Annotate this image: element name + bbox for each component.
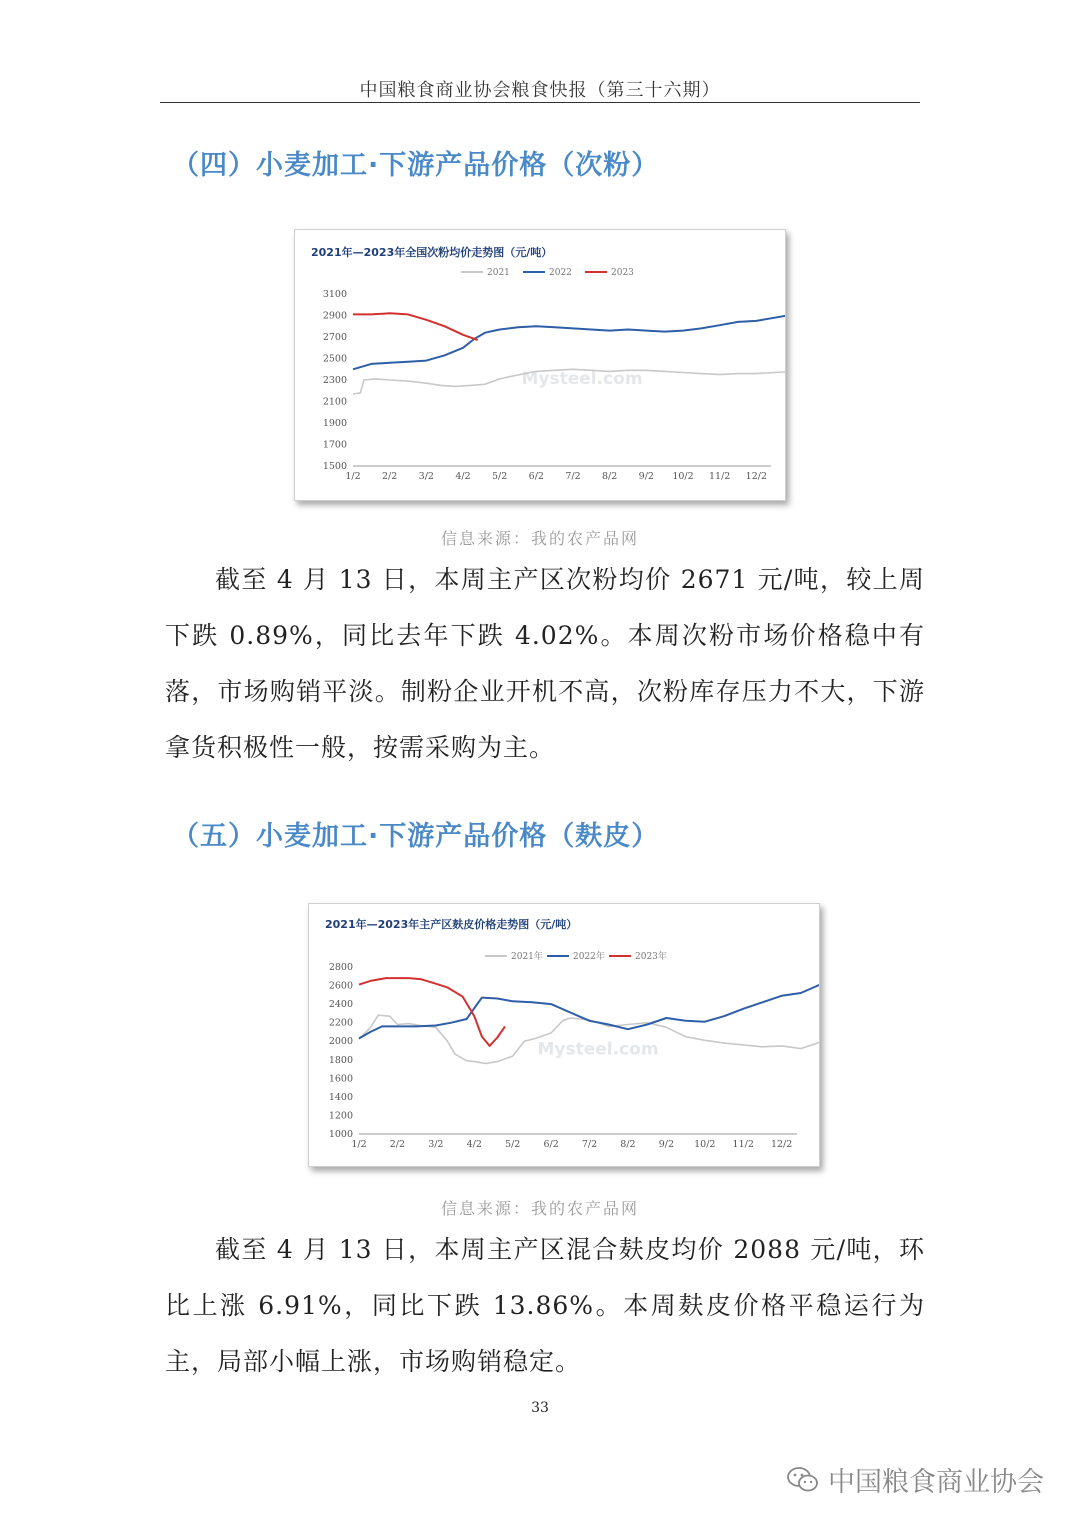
watermark [786, 1460, 1044, 1499]
x-tick-label: 12/2 [745, 471, 768, 482]
x-tick-label: 3/2 [428, 1139, 444, 1150]
chart-watermark: Mysteel.com [537, 1039, 659, 1060]
y-tick-label: 2300 [322, 375, 347, 386]
x-tick-label: 9/2 [638, 471, 654, 482]
wechat-icon [786, 1465, 820, 1495]
x-tick-label: 4/2 [466, 1139, 482, 1150]
y-tick-label: 2700 [322, 332, 347, 343]
y-tick-label: 1900 [322, 418, 347, 429]
series-line [353, 314, 785, 369]
x-tick-label: 8/2 [602, 471, 618, 482]
y-tick-label: 2600 [328, 980, 353, 992]
chart-source-note: 信息来源：我的农产品网 [440, 1199, 639, 1218]
x-tick-label: 9/2 [658, 1139, 675, 1150]
y-tick-label: 1800 [328, 1054, 353, 1066]
y-tick-label: 2100 [322, 396, 347, 408]
chart-title: 2021年—2023年主产区麸皮价格走势图（元/吨） [325, 918, 578, 931]
y-tick-label: 1400 [328, 1091, 353, 1103]
chart-svg [295, 230, 785, 500]
section-heading-wheat-bran: （五）小麦加工·下游产品价格（麸皮） [172, 821, 660, 852]
x-tick-label: 11/2 [708, 471, 731, 482]
series-line [359, 985, 819, 1039]
watermark-text: 中国粮食商业协会 [828, 1467, 1044, 1498]
header-divider [160, 102, 920, 103]
section-paragraph [165, 1222, 925, 1390]
paragraph-text: 截至 4 月 13 日，本周主产区混合麸皮均价 2088 元/吨，环比上涨 6.91%，同比下跌 13.86%。本周麸皮价格平稳运行为主，局部小幅上涨，市场购销稳定。 [165, 1235, 925, 1376]
y-tick-label: 1700 [322, 439, 347, 451]
legend-label: 2022 [549, 268, 572, 278]
paragraph-text: 截至 4 月 13 日，本周主产区次粉均价 2671 元/吨，较上周下跌 0.89%，同比去年下跌 4.02%。本周次粉市场价格稳中有落，市场购销平淡。制粉企业开机不高，次粉库存压力不大，下游拿货积极性一般，按需采购为主。 [165, 565, 925, 762]
y-tick-label: 1200 [328, 1110, 353, 1122]
x-tick-label: 8/2 [620, 1139, 636, 1150]
y-tick-label: 2500 [322, 353, 347, 365]
x-tick-label: 3/2 [418, 471, 434, 482]
x-tick-label: 7/2 [581, 1139, 598, 1150]
legend-label: 2023 [611, 268, 634, 278]
report-header-title: 中国粮食商业协会粮食快报（第三十六期） [359, 80, 721, 101]
x-tick-label: 10/2 [672, 471, 694, 482]
y-tick-label: 2000 [328, 1036, 353, 1048]
page-number: 33 [531, 1400, 549, 1416]
x-tick-label: 10/2 [694, 1139, 716, 1150]
legend-label: 2023年 [635, 952, 667, 962]
x-tick-label: 6/2 [528, 471, 544, 482]
x-tick-label: 5/2 [492, 471, 508, 482]
chart-bran-flour-price [294, 229, 786, 501]
legend-label: 2022年 [573, 952, 605, 962]
x-tick-label: 11/2 [732, 1139, 754, 1150]
x-tick-label: 4/2 [455, 471, 471, 482]
chart-source-note: 信息来源：我的农产品网 [440, 529, 639, 548]
legend-label: 2021年 [511, 952, 543, 962]
x-tick-label: 1/2 [351, 1139, 367, 1150]
x-tick-label: 2/2 [382, 471, 398, 482]
chart-title: 2021年—2023年全国次粉均价走势图（元/吨） [311, 246, 553, 259]
legend-label: 2021 [487, 268, 510, 278]
x-tick-label: 1/2 [345, 471, 361, 482]
section-heading-bran-flour: （四）小麦加工·下游产品价格（次粉） [172, 150, 660, 181]
series-line [359, 978, 505, 1046]
chart-svg [309, 904, 819, 1166]
x-tick-label: 7/2 [565, 471, 581, 482]
x-tick-label: 5/2 [505, 1139, 521, 1150]
y-tick-label: 2800 [328, 962, 353, 973]
chart-wheat-bran-price [308, 903, 820, 1167]
y-tick-label: 1500 [322, 461, 347, 472]
section-paragraph [165, 552, 925, 776]
y-tick-label: 2900 [322, 310, 347, 322]
y-tick-label: 3100 [322, 289, 347, 300]
chart-watermark: Mysteel.com [521, 369, 643, 389]
y-tick-label: 2200 [328, 1017, 353, 1029]
x-tick-label: 12/2 [770, 1139, 793, 1150]
x-tick-label: 2/2 [389, 1139, 406, 1150]
y-tick-label: 2400 [328, 999, 353, 1011]
y-tick-label: 1600 [328, 1073, 353, 1085]
y-tick-label: 1000 [328, 1129, 353, 1140]
series-line [353, 313, 478, 340]
x-tick-label: 6/2 [543, 1139, 559, 1150]
